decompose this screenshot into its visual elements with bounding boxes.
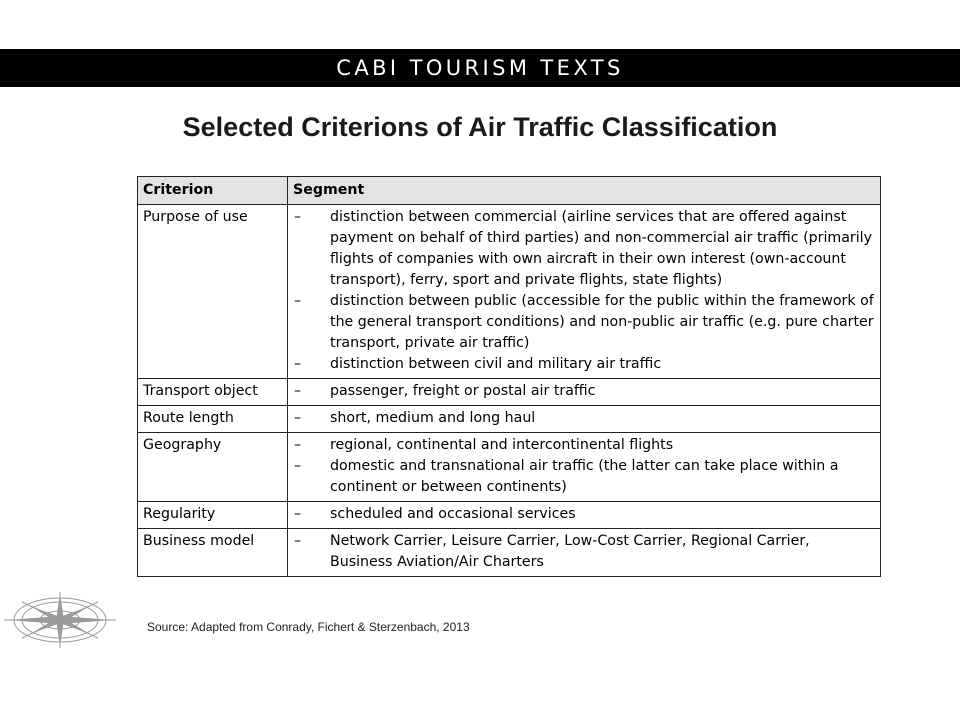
criterion-cell: Route length <box>138 406 288 433</box>
table-row <box>138 379 881 406</box>
source-caption: Source: Adapted from Conrady, Fichert & Sterzenbach, 2013 <box>147 620 470 634</box>
segment-text: regional, continental and intercontinental flights <box>330 437 674 453</box>
segment-item <box>293 207 876 291</box>
segment-cell <box>288 379 881 406</box>
table-row <box>138 406 881 433</box>
segment-list <box>293 207 876 375</box>
segment-cell <box>288 406 881 433</box>
dash-bullet: – <box>294 437 302 453</box>
dash-bullet: – <box>294 356 302 372</box>
dash-bullet: – <box>294 506 302 522</box>
segment-list <box>293 408 876 429</box>
segment-item <box>293 435 876 456</box>
table-row <box>138 433 881 502</box>
header-banner <box>0 49 960 87</box>
criterion-cell: Transport object <box>138 379 288 406</box>
segment-item <box>293 531 876 573</box>
segment-text: scheduled and occasional services <box>330 506 576 522</box>
slide-title: Selected Criterions of Air Traffic Classification <box>182 112 778 142</box>
segment-item <box>293 354 876 375</box>
header-criterion: Criterion <box>138 177 288 205</box>
segment-cell <box>288 433 881 502</box>
segment-text: distinction between commercial (airline services that are offered against payment on behalf of third parties) and non-commercial air traffic (primarily flights of companies with own aircraft in their own interest (own-account transport), ferry, sport and private flights, state flights) <box>330 209 873 288</box>
header-segment: Segment <box>288 177 881 205</box>
segment-text: passenger, freight or postal air traffic <box>330 383 596 399</box>
banner-text: CABI TOURISM TEXTS <box>336 56 624 80</box>
table-row <box>138 502 881 529</box>
dash-bullet: – <box>294 293 302 309</box>
segment-cell <box>288 205 881 379</box>
segment-item <box>293 504 876 525</box>
table-header-row <box>138 177 881 205</box>
dash-bullet: – <box>294 533 302 549</box>
segment-list <box>293 504 876 525</box>
segment-item <box>293 381 876 402</box>
criterion-cell: Purpose of use <box>138 205 288 379</box>
table-row <box>138 529 881 577</box>
segment-text: distinction between civil and military air traffic <box>330 356 662 372</box>
dash-bullet: – <box>294 410 302 426</box>
dash-bullet: – <box>294 383 302 399</box>
table-row <box>138 205 881 379</box>
segment-text: short, medium and long haul <box>330 410 536 426</box>
dash-bullet: – <box>294 458 302 474</box>
segment-list <box>293 381 876 402</box>
segment-item <box>293 456 876 498</box>
segment-text: Network Carrier, Leisure Carrier, Low-Cost Carrier, Regional Carrier, Business Aviation/Air Charters <box>330 533 810 570</box>
segment-text: distinction between public (accessible for the public within the framework of the general transport conditions) and non-public air traffic (e.g. pure charter transport, private air traffic) <box>330 293 874 351</box>
criterion-cell: Regularity <box>138 502 288 529</box>
compass-rose-icon <box>0 590 130 670</box>
criterion-cell: Business model <box>138 529 288 577</box>
criterion-cell: Geography <box>138 433 288 502</box>
segment-cell <box>288 502 881 529</box>
segment-cell <box>288 529 881 577</box>
segment-item <box>293 408 876 429</box>
criteria-table <box>137 176 881 577</box>
dash-bullet: – <box>294 209 302 225</box>
segment-list <box>293 531 876 573</box>
segment-list <box>293 435 876 498</box>
segment-item <box>293 291 876 354</box>
segment-text: domestic and transnational air traffic (the latter can take place within a continent or between continents) <box>330 458 839 495</box>
